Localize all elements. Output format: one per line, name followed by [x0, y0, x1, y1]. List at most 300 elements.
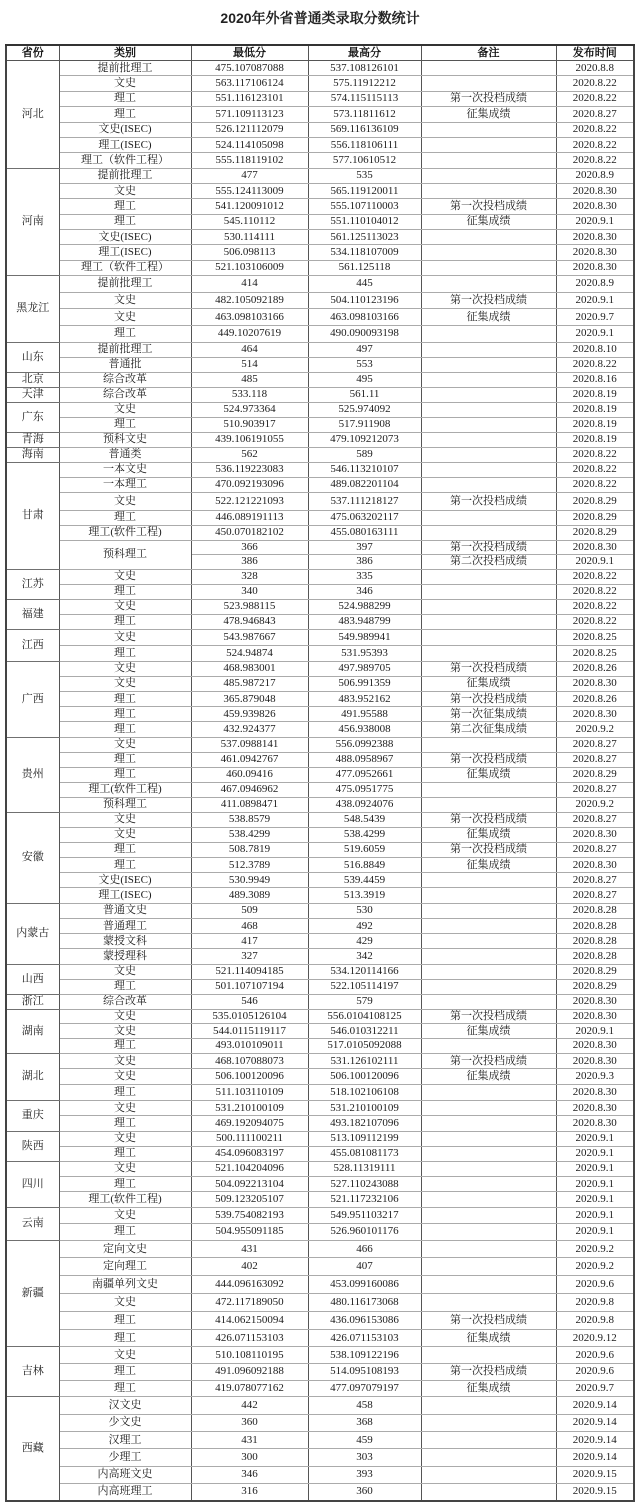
publish-date-cell: 2020.8.19	[556, 402, 634, 417]
category-cell: 蒙授理科	[59, 949, 191, 964]
category-cell: 理工	[59, 858, 191, 873]
category-cell: 理工	[59, 214, 191, 229]
note-cell	[421, 994, 556, 1009]
category-cell: 理工	[59, 691, 191, 706]
table-row	[6, 510, 634, 525]
max-score-cell: 531.95393	[308, 645, 421, 661]
min-score-cell: 469.192094075	[191, 1116, 308, 1132]
province-group	[6, 1131, 634, 1161]
note-cell	[421, 1449, 556, 1466]
category-cell: 文史	[59, 661, 191, 676]
max-score-cell: 455.080163111	[308, 525, 421, 540]
category-cell: 普通理工	[59, 918, 191, 933]
province-group	[6, 737, 634, 812]
province-group	[6, 372, 634, 387]
publish-date-cell: 2020.8.30	[556, 260, 634, 275]
max-score-cell: 426.071153103	[308, 1329, 421, 1347]
table-row	[6, 245, 634, 260]
category-cell: 文史	[59, 1053, 191, 1069]
max-score-cell: 393	[308, 1466, 421, 1483]
note-cell: 第二次投档成绩	[421, 555, 556, 570]
max-score-cell: 521.117232106	[308, 1192, 421, 1207]
publish-date-cell: 2020.9.8	[556, 1311, 634, 1329]
max-score-cell: 335	[308, 569, 421, 584]
min-score-cell: 431	[191, 1240, 308, 1258]
min-score-cell: 467.0946962	[191, 782, 308, 797]
publish-date-cell: 2020.9.8	[556, 1294, 634, 1312]
note-cell	[421, 447, 556, 462]
min-score-cell: 444.096163092	[191, 1276, 308, 1294]
min-score-cell: 366	[191, 540, 308, 555]
min-score-cell: 504.092213104	[191, 1177, 308, 1192]
publish-date-cell: 2020.9.6	[556, 1364, 634, 1381]
table-row	[6, 1146, 634, 1161]
category-cell: 理工	[59, 707, 191, 722]
publish-date-cell: 2020.8.30	[556, 858, 634, 873]
publish-date-cell: 2020.8.19	[556, 387, 634, 402]
min-score-cell: 482.105092189	[191, 292, 308, 309]
publish-date-cell: 2020.8.29	[556, 510, 634, 525]
table-row	[6, 1276, 634, 1294]
note-cell	[421, 122, 556, 137]
table-row	[6, 372, 634, 387]
province-group	[6, 1161, 634, 1207]
table-row	[6, 1100, 634, 1116]
table-row	[6, 1466, 634, 1483]
table-header	[6, 45, 634, 61]
note-cell	[421, 737, 556, 752]
max-score-cell: 397	[308, 540, 421, 555]
table-row	[6, 402, 634, 417]
note-cell: 第一次投档成绩	[421, 661, 556, 676]
publish-date-cell: 2020.8.29	[556, 492, 634, 510]
table-row	[6, 1240, 634, 1258]
max-score-cell: 573.11811612	[308, 107, 421, 122]
province-cell: 湖南	[6, 1009, 59, 1053]
note-cell	[421, 1432, 556, 1449]
note-cell: 征集成绩	[421, 214, 556, 229]
province-group	[6, 342, 634, 372]
table-row	[6, 447, 634, 462]
category-cell: 理工	[59, 417, 191, 432]
province-group	[6, 402, 634, 432]
note-cell	[421, 873, 556, 888]
publish-date-cell: 2020.8.16	[556, 372, 634, 387]
max-score-cell: 445	[308, 275, 421, 292]
publish-date-cell: 2020.8.27	[556, 782, 634, 797]
note-cell	[421, 325, 556, 342]
min-score-cell: 328	[191, 569, 308, 584]
category-cell: 文史(ISEC)	[59, 122, 191, 137]
max-score-cell: 495	[308, 372, 421, 387]
note-cell	[421, 510, 556, 525]
province-group	[6, 61, 634, 169]
note-cell	[421, 462, 556, 477]
scores-table	[5, 44, 635, 1502]
province-cell: 山西	[6, 964, 59, 994]
table-row	[6, 1009, 634, 1024]
min-score-cell: 555.118119102	[191, 153, 308, 168]
table-row	[6, 1069, 634, 1085]
category-cell: 文史	[59, 629, 191, 645]
min-score-cell: 526.121112079	[191, 122, 308, 137]
table-row	[6, 61, 634, 76]
max-score-cell: 497	[308, 342, 421, 357]
max-score-cell: 522.105114197	[308, 979, 421, 994]
category-cell: 文史	[59, 76, 191, 91]
province-group	[6, 903, 634, 964]
max-score-cell: 530	[308, 903, 421, 918]
publish-date-cell: 2020.8.27	[556, 842, 634, 857]
note-cell	[421, 797, 556, 812]
publish-date-cell: 2020.9.1	[556, 214, 634, 229]
category-cell: 预科文史	[59, 432, 191, 447]
category-cell: 理工(ISEC)	[59, 245, 191, 260]
table-row	[6, 797, 634, 812]
table-row	[6, 661, 634, 676]
min-score-cell: 461.0942767	[191, 752, 308, 767]
publish-date-cell: 2020.8.30	[556, 245, 634, 260]
publish-date-cell: 2020.8.29	[556, 767, 634, 782]
category-cell: 内高班理工	[59, 1483, 191, 1500]
table-row	[6, 107, 634, 122]
min-score-cell: 530.9949	[191, 873, 308, 888]
publish-date-cell: 2020.9.14	[556, 1414, 634, 1431]
category-cell: 普通类	[59, 447, 191, 462]
table-row	[6, 168, 634, 183]
max-score-cell: 453.099160086	[308, 1276, 421, 1294]
max-score-cell: 459	[308, 1432, 421, 1449]
max-score-cell: 514.095108193	[308, 1364, 421, 1381]
category-cell: 文史	[59, 402, 191, 417]
category-cell: 理工	[59, 1116, 191, 1132]
publish-date-cell: 2020.9.6	[556, 1347, 634, 1364]
note-cell	[421, 645, 556, 661]
note-cell	[421, 1131, 556, 1146]
min-score-cell: 506.098113	[191, 245, 308, 260]
min-score-cell: 485.987217	[191, 676, 308, 691]
category-cell: 普通文史	[59, 903, 191, 918]
province-cell: 海南	[6, 447, 59, 462]
note-cell	[421, 1116, 556, 1132]
publish-date-cell: 2020.8.22	[556, 76, 634, 91]
publish-date-cell: 2020.9.1	[556, 1207, 634, 1224]
table-row	[6, 309, 634, 326]
note-cell	[421, 525, 556, 540]
publish-date-cell: 2020.9.3	[556, 1069, 634, 1085]
note-cell: 第一次投档成绩	[421, 1364, 556, 1381]
table-row	[6, 275, 634, 292]
category-cell: 少文史	[59, 1414, 191, 1431]
category-cell: 预科理工	[59, 540, 191, 569]
table-row	[6, 357, 634, 372]
min-score-cell: 454.096083197	[191, 1146, 308, 1161]
note-cell: 第一次投档成绩	[421, 492, 556, 510]
min-score-cell: 477	[191, 168, 308, 183]
max-score-cell: 488.0958967	[308, 752, 421, 767]
note-cell	[421, 782, 556, 797]
min-score-cell: 541.120091012	[191, 199, 308, 214]
note-cell	[421, 1258, 556, 1276]
note-cell	[421, 1466, 556, 1483]
note-cell	[421, 584, 556, 599]
min-score-cell: 537.0988141	[191, 737, 308, 752]
publish-date-cell: 2020.9.1	[556, 1146, 634, 1161]
min-score-cell: 545.110112	[191, 214, 308, 229]
note-cell	[421, 1294, 556, 1312]
category-cell: 文史	[59, 1100, 191, 1116]
table-row	[6, 137, 634, 152]
note-cell	[421, 260, 556, 275]
category-cell: 理工	[59, 979, 191, 994]
table-row	[6, 934, 634, 949]
note-cell	[421, 1207, 556, 1224]
header-publish-date: 发布时间	[556, 45, 634, 61]
province-group	[6, 1100, 634, 1131]
province-group	[6, 1053, 634, 1100]
max-score-cell: 553	[308, 357, 421, 372]
min-score-cell: 523.988115	[191, 599, 308, 614]
max-score-cell: 524.988299	[308, 599, 421, 614]
table-row	[6, 691, 634, 706]
table-row	[6, 584, 634, 599]
table-row	[6, 918, 634, 933]
province-cell: 山东	[6, 342, 59, 372]
note-cell	[421, 76, 556, 91]
category-cell: 理工(软件工程)	[59, 525, 191, 540]
max-score-cell: 548.5439	[308, 812, 421, 827]
note-cell	[421, 629, 556, 645]
category-cell: 文史	[59, 1069, 191, 1085]
table-row	[6, 614, 634, 629]
min-score-cell: 360	[191, 1414, 308, 1431]
category-cell: 理工	[59, 1329, 191, 1347]
note-cell: 征集成绩	[421, 107, 556, 122]
min-score-cell: 544.0115119117	[191, 1024, 308, 1039]
publish-date-cell: 2020.8.30	[556, 707, 634, 722]
category-cell: 一本理工	[59, 477, 191, 492]
category-cell: 文史(ISEC)	[59, 229, 191, 244]
max-score-cell: 531.210100109	[308, 1100, 421, 1116]
note-cell	[421, 1039, 556, 1054]
publish-date-cell: 2020.9.7	[556, 309, 634, 326]
publish-date-cell: 2020.8.27	[556, 888, 634, 903]
province-group	[6, 661, 634, 737]
publish-date-cell: 2020.8.22	[556, 614, 634, 629]
table-row	[6, 1053, 634, 1069]
table-row	[6, 707, 634, 722]
min-score-cell: 510.903917	[191, 417, 308, 432]
category-cell: 理工	[59, 1146, 191, 1161]
publish-date-cell: 2020.8.27	[556, 737, 634, 752]
max-score-cell: 477.097079197	[308, 1380, 421, 1397]
publish-date-cell: 2020.9.14	[556, 1449, 634, 1466]
table-row	[6, 492, 634, 510]
note-cell	[421, 1177, 556, 1192]
table-row	[6, 462, 634, 477]
category-cell: 文史	[59, 309, 191, 326]
publish-date-cell: 2020.8.22	[556, 477, 634, 492]
max-score-cell: 506.100120096	[308, 1069, 421, 1085]
max-score-cell: 561.125118	[308, 260, 421, 275]
publish-date-cell: 2020.8.25	[556, 629, 634, 645]
table-row	[6, 827, 634, 842]
max-score-cell: 489.082201104	[308, 477, 421, 492]
province-group	[6, 432, 634, 447]
category-cell: 理工	[59, 325, 191, 342]
province-cell: 湖北	[6, 1053, 59, 1100]
max-score-cell: 429	[308, 934, 421, 949]
max-score-cell: 506.991359	[308, 676, 421, 691]
category-cell: 汉理工	[59, 1432, 191, 1449]
province-group	[6, 1207, 634, 1240]
category-cell: 综合改革	[59, 994, 191, 1009]
note-cell	[421, 1397, 556, 1414]
publish-date-cell: 2020.8.22	[556, 153, 634, 168]
max-score-cell: 525.974092	[308, 402, 421, 417]
max-score-cell: 517.911908	[308, 417, 421, 432]
table-row	[6, 722, 634, 737]
province-group	[6, 812, 634, 903]
max-score-cell: 458	[308, 1397, 421, 1414]
min-score-cell: 468.107088073	[191, 1053, 308, 1069]
max-score-cell: 456.938008	[308, 722, 421, 737]
province-group	[6, 1009, 634, 1053]
publish-date-cell: 2020.8.29	[556, 964, 634, 979]
publish-date-cell: 2020.9.1	[556, 1192, 634, 1207]
note-cell: 第一次投档成绩	[421, 1053, 556, 1069]
table-row	[6, 1449, 634, 1466]
note-cell: 征集成绩	[421, 767, 556, 782]
category-cell: 理工	[59, 645, 191, 661]
publish-date-cell: 2020.8.25	[556, 645, 634, 661]
min-score-cell: 432.924377	[191, 722, 308, 737]
note-cell: 第二次征集成绩	[421, 722, 556, 737]
table-row	[6, 1192, 634, 1207]
min-score-cell: 450.070182102	[191, 525, 308, 540]
table-row	[6, 782, 634, 797]
min-score-cell: 468	[191, 918, 308, 933]
min-score-cell: 500.111100211	[191, 1131, 308, 1146]
min-score-cell: 316	[191, 1483, 308, 1500]
publish-date-cell: 2020.8.8	[556, 61, 634, 76]
min-score-cell: 300	[191, 1449, 308, 1466]
publish-date-cell: 2020.8.30	[556, 1100, 634, 1116]
min-score-cell: 419.078077162	[191, 1380, 308, 1397]
max-score-cell: 535	[308, 168, 421, 183]
table-row	[6, 1347, 634, 1364]
table-row	[6, 812, 634, 827]
publish-date-cell: 2020.9.1	[556, 1224, 634, 1241]
max-score-cell: 438.0924076	[308, 797, 421, 812]
min-score-cell: 539.754082193	[191, 1207, 308, 1224]
publish-date-cell: 2020.8.22	[556, 357, 634, 372]
note-cell	[421, 1276, 556, 1294]
min-score-cell: 531.210100109	[191, 1100, 308, 1116]
note-cell: 第一次投档成绩	[421, 91, 556, 106]
category-cell: 理工	[59, 722, 191, 737]
table-row	[6, 949, 634, 964]
publish-date-cell: 2020.8.28	[556, 934, 634, 949]
category-cell: 文史(ISEC)	[59, 873, 191, 888]
province-group	[6, 599, 634, 629]
table-row	[6, 1161, 634, 1176]
note-cell	[421, 477, 556, 492]
category-cell: 提前批理工	[59, 61, 191, 76]
min-score-cell: 460.09416	[191, 767, 308, 782]
max-score-cell: 575.11912212	[308, 76, 421, 91]
note-cell	[421, 1085, 556, 1101]
note-cell	[421, 1483, 556, 1500]
publish-date-cell: 2020.8.30	[556, 1053, 634, 1069]
publish-date-cell: 2020.8.30	[556, 994, 634, 1009]
table-row	[6, 122, 634, 137]
table-row	[6, 199, 634, 214]
category-cell: 文史	[59, 1207, 191, 1224]
min-score-cell: 365.879048	[191, 691, 308, 706]
min-score-cell: 524.114105098	[191, 137, 308, 152]
category-cell: 汉文史	[59, 1397, 191, 1414]
max-score-cell: 516.8849	[308, 858, 421, 873]
category-cell: 文史	[59, 964, 191, 979]
table-row	[6, 292, 634, 309]
max-score-cell: 556.0992388	[308, 737, 421, 752]
min-score-cell: 562	[191, 447, 308, 462]
table-row	[6, 1207, 634, 1224]
max-score-cell: 513.3919	[308, 888, 421, 903]
note-cell	[421, 979, 556, 994]
category-cell: 普通批	[59, 357, 191, 372]
province-cell: 新疆	[6, 1240, 59, 1347]
max-score-cell: 475.063202117	[308, 510, 421, 525]
page-title: 2020年外省普通类录取分数统计	[220, 10, 420, 26]
table-row	[6, 569, 634, 584]
min-score-cell: 501.107107194	[191, 979, 308, 994]
province-group	[6, 447, 634, 462]
category-cell: 理工	[59, 91, 191, 106]
max-score-cell: 483.952162	[308, 691, 421, 706]
publish-date-cell: 2020.8.22	[556, 569, 634, 584]
note-cell	[421, 137, 556, 152]
min-score-cell: 563.117106124	[191, 76, 308, 91]
province-cell: 广东	[6, 402, 59, 432]
category-cell: 文史	[59, 1161, 191, 1176]
note-cell: 第一次征集成绩	[421, 707, 556, 722]
max-score-cell: 534.120114166	[308, 964, 421, 979]
publish-date-cell: 2020.8.9	[556, 168, 634, 183]
min-score-cell: 538.4299	[191, 827, 308, 842]
publish-date-cell: 2020.8.22	[556, 599, 634, 614]
publish-date-cell: 2020.9.1	[556, 1177, 634, 1192]
province-cell: 内蒙古	[6, 903, 59, 964]
max-score-cell: 513.109112199	[308, 1131, 421, 1146]
table-row	[6, 676, 634, 691]
publish-date-cell: 2020.9.14	[556, 1397, 634, 1414]
category-cell: 文史	[59, 1294, 191, 1312]
publish-date-cell: 2020.8.29	[556, 525, 634, 540]
max-score-cell: 574.115115113	[308, 91, 421, 106]
province-group	[6, 1397, 634, 1501]
max-score-cell: 436.096153086	[308, 1311, 421, 1329]
max-score-cell: 579	[308, 994, 421, 1009]
province-cell: 江苏	[6, 569, 59, 599]
max-score-cell: 534.118107009	[308, 245, 421, 260]
publish-date-cell: 2020.8.27	[556, 107, 634, 122]
publish-date-cell: 2020.9.1	[556, 1131, 634, 1146]
publish-date-cell: 2020.9.1	[556, 292, 634, 309]
min-score-cell: 414	[191, 275, 308, 292]
min-score-cell: 504.955091185	[191, 1224, 308, 1241]
